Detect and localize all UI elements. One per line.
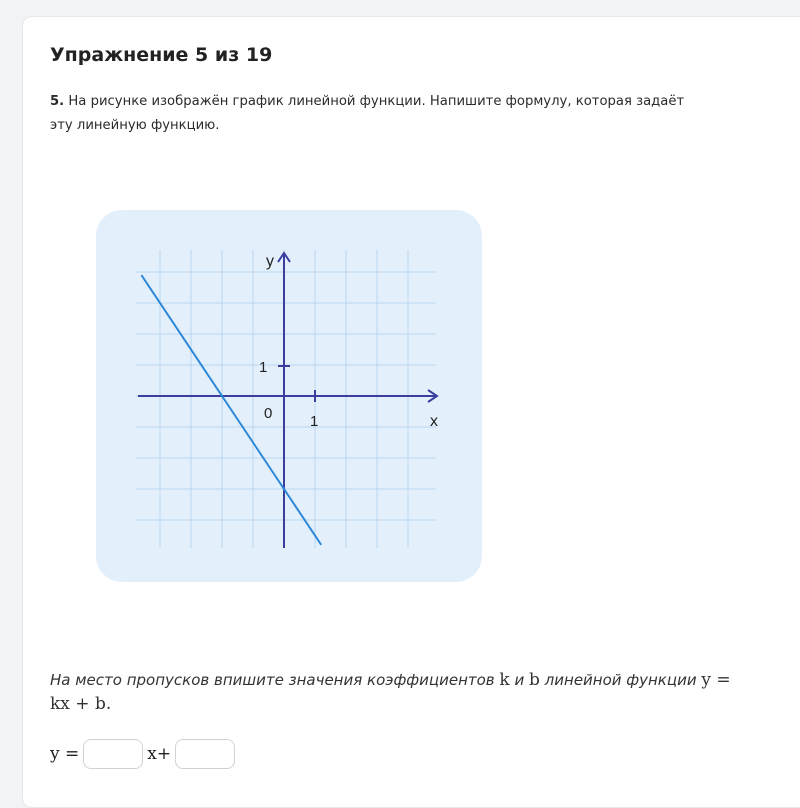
x-unit-label: 1 bbox=[310, 413, 319, 430]
instruction-period: . bbox=[105, 694, 112, 714]
task-text bbox=[50, 90, 690, 138]
formula-y: y = bbox=[701, 670, 731, 690]
function-line bbox=[141, 275, 321, 545]
answer-middle: x+ bbox=[147, 744, 172, 764]
formula-rest: kx + b bbox=[50, 694, 106, 714]
y-unit-label: 1 bbox=[259, 359, 268, 376]
answer-row bbox=[50, 738, 239, 770]
graph-figure bbox=[96, 210, 482, 582]
instruction-and: и bbox=[509, 671, 530, 689]
exercise-title: Упражнение 5 из 19 bbox=[50, 44, 273, 66]
origin-label: 0 bbox=[264, 405, 273, 422]
graph-grid bbox=[136, 250, 436, 548]
k-symbol: k bbox=[499, 670, 510, 690]
answer-prefix: y = bbox=[50, 744, 80, 764]
k-input[interactable] bbox=[83, 739, 143, 769]
instruction-text-before: На место пропусков впишите значения коэффициентов bbox=[50, 671, 500, 689]
answer-instruction bbox=[50, 668, 740, 716]
x-axis-label: x bbox=[430, 413, 438, 430]
task-description: На рисунке изображён график линейной функции. Напишите формулу, которая задаёт эту линейную функцию. bbox=[50, 94, 685, 133]
b-input[interactable] bbox=[175, 739, 235, 769]
instruction-text-middle: линейной функции bbox=[539, 671, 702, 689]
y-axis-label: y bbox=[266, 253, 274, 270]
linear-function-graph bbox=[96, 210, 482, 582]
task-number: 5. bbox=[50, 94, 65, 109]
b-symbol: b bbox=[529, 670, 540, 690]
